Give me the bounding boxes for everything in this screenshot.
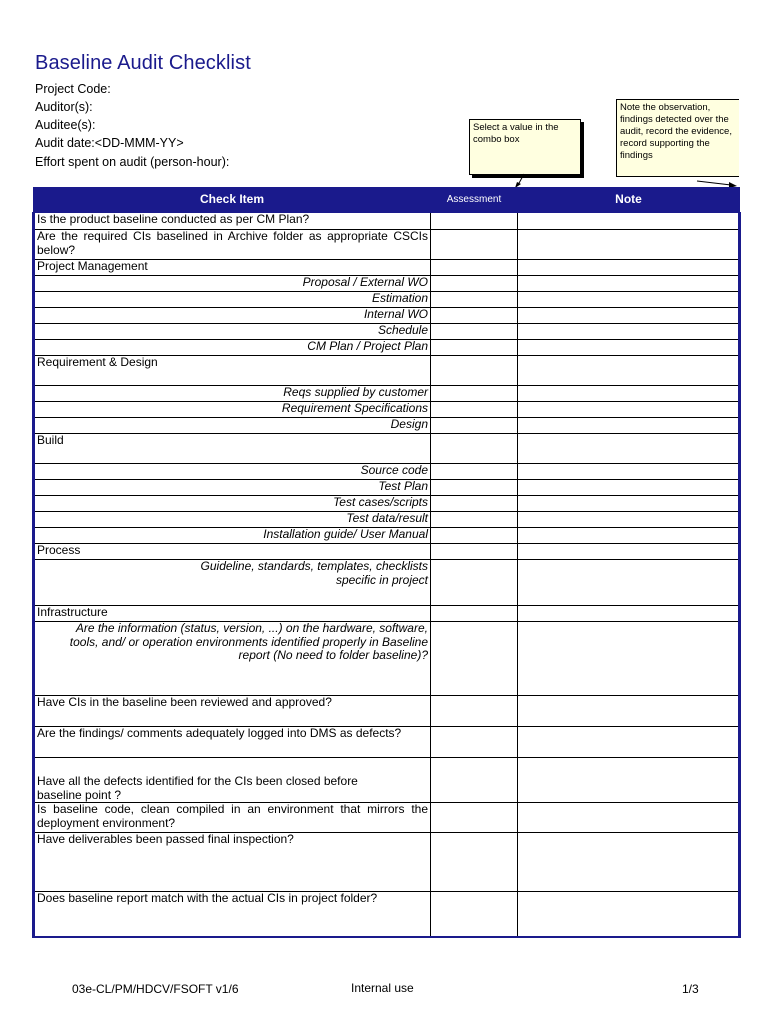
note-cell[interactable]: [518, 276, 740, 292]
assessment-cell[interactable]: [431, 833, 518, 892]
assessment-cell[interactable]: [431, 727, 518, 758]
note-cell[interactable]: [518, 418, 740, 434]
note-cell[interactable]: [518, 260, 740, 276]
note-cell[interactable]: [518, 386, 740, 402]
section-heading: Infrastructure: [34, 606, 431, 622]
note-cell[interactable]: [518, 340, 740, 356]
assessment-cell[interactable]: [431, 340, 518, 356]
assessment-cell[interactable]: [431, 606, 518, 622]
check-item: Source code: [34, 464, 431, 480]
check-item: Estimation: [34, 292, 431, 308]
check-item: Test cases/scripts: [34, 496, 431, 512]
assessment-cell[interactable]: [431, 402, 518, 418]
note-cell[interactable]: [518, 544, 740, 560]
assessment-cell[interactable]: [431, 292, 518, 308]
assessment-cell[interactable]: [431, 308, 518, 324]
combo-box-note: Select a value in the combo box: [469, 119, 581, 175]
note-cell[interactable]: [518, 496, 740, 512]
note-cell[interactable]: [518, 528, 740, 544]
check-item: Test Plan: [34, 480, 431, 496]
check-item: Are the required CIs baselined in Archive folder as appropriate CSCIs below?: [34, 230, 431, 260]
checklist-table: [32, 187, 741, 938]
check-item: Have CIs in the baseline been reviewed and approved?: [34, 696, 431, 727]
assessment-cell[interactable]: [431, 496, 518, 512]
check-item: [34, 758, 431, 803]
assessment-cell[interactable]: [431, 512, 518, 528]
check-item: Reqs supplied by customer: [34, 386, 431, 402]
check-item-text: Guideline, standards, templates, checklists specific in project: [200, 559, 428, 587]
assessment-cell[interactable]: [431, 324, 518, 340]
note-cell[interactable]: [518, 803, 740, 833]
section-heading: Process: [34, 544, 431, 560]
assessment-cell[interactable]: [431, 622, 518, 696]
check-item: Requirement Specifications: [34, 402, 431, 418]
assessment-cell[interactable]: [431, 696, 518, 727]
check-item: [34, 560, 431, 606]
check-item: [34, 622, 431, 696]
check-item: Does baseline report match with the actual CIs in project folder?: [34, 892, 431, 937]
note-cell[interactable]: [518, 892, 740, 937]
check-item: Are the findings/ comments adequately logged into DMS as defects?: [34, 727, 431, 758]
footer-page-number: 1/3: [682, 982, 699, 996]
note-cell[interactable]: [518, 560, 740, 606]
note-cell[interactable]: [518, 696, 740, 727]
assessment-cell[interactable]: [431, 230, 518, 260]
check-item: Is baseline code, clean compiled in an environment that mirrors the deployment environment?: [34, 803, 431, 833]
assessment-cell[interactable]: [431, 260, 518, 276]
effort-label: Effort spent on audit (person-hour):: [35, 155, 230, 169]
note-cell[interactable]: [518, 213, 740, 230]
check-item: Internal WO: [34, 308, 431, 324]
note-cell[interactable]: [518, 230, 740, 260]
check-item-text: Have all the defects identified for the CIs been closed before baseline point ?: [37, 774, 358, 802]
auditees-label: Auditee(s):: [35, 118, 96, 132]
footer-doc-code: 03e-CL/PM/HDCV/FSOFT v1/6: [72, 982, 239, 996]
check-item: Installation guide/ User Manual: [34, 528, 431, 544]
note-cell[interactable]: [518, 606, 740, 622]
note-cell[interactable]: [518, 308, 740, 324]
check-item: Schedule: [34, 324, 431, 340]
check-item: Design: [34, 418, 431, 434]
note-cell[interactable]: [518, 324, 740, 340]
header-assessment: Assessment: [431, 188, 518, 213]
section-heading: Build: [34, 434, 431, 464]
page-title: Baseline Audit Checklist: [35, 52, 251, 74]
note-cell[interactable]: [518, 480, 740, 496]
note-cell[interactable]: [518, 622, 740, 696]
note-cell[interactable]: [518, 434, 740, 464]
check-item-text: Are the information (status, version, ...) on the hardware, software, tools, and/ or operation environments identified properly in Baseline report (No need to folder baseline)?: [69, 621, 428, 662]
assessment-cell[interactable]: [431, 464, 518, 480]
check-item: Is the product baseline conducted as per CM Plan?: [34, 213, 431, 230]
assessment-cell[interactable]: [431, 528, 518, 544]
assessment-cell[interactable]: [431, 434, 518, 464]
assessment-cell[interactable]: [431, 276, 518, 292]
header-note: Note: [518, 188, 740, 213]
assessment-cell[interactable]: [431, 418, 518, 434]
note-cell[interactable]: [518, 356, 740, 386]
project-code-label: Project Code:: [35, 82, 111, 96]
note-cell[interactable]: [518, 758, 740, 803]
note-cell[interactable]: [518, 727, 740, 758]
check-item: Have deliverables been passed final inspection?: [34, 833, 431, 892]
check-item: Test data/result: [34, 512, 431, 528]
note-cell[interactable]: [518, 402, 740, 418]
auditors-label: Auditor(s):: [35, 100, 93, 114]
note-cell[interactable]: [518, 512, 740, 528]
note-cell[interactable]: [518, 464, 740, 480]
note-cell[interactable]: [518, 292, 740, 308]
assessment-cell[interactable]: [431, 213, 518, 230]
note-cell[interactable]: [518, 833, 740, 892]
assessment-cell[interactable]: [431, 758, 518, 803]
observation-note: Note the observation, findings detected over the audit, record the evidence, record supporting the findings: [616, 99, 739, 177]
check-item: Proposal / External WO: [34, 276, 431, 292]
footer-classification: Internal use: [351, 981, 414, 995]
header-check-item: Check Item: [34, 188, 431, 213]
assessment-cell[interactable]: [431, 803, 518, 833]
assessment-cell[interactable]: [431, 480, 518, 496]
audit-date-label: Audit date:<DD-MMM-YY>: [35, 136, 184, 150]
assessment-cell[interactable]: [431, 386, 518, 402]
assessment-cell[interactable]: [431, 892, 518, 937]
section-heading: Requirement & Design: [34, 356, 431, 386]
section-heading: Project Management: [34, 260, 431, 276]
assessment-cell[interactable]: [431, 356, 518, 386]
check-item: CM Plan / Project Plan: [34, 340, 431, 356]
assessment-cell[interactable]: [431, 560, 518, 606]
assessment-cell[interactable]: [431, 544, 518, 560]
